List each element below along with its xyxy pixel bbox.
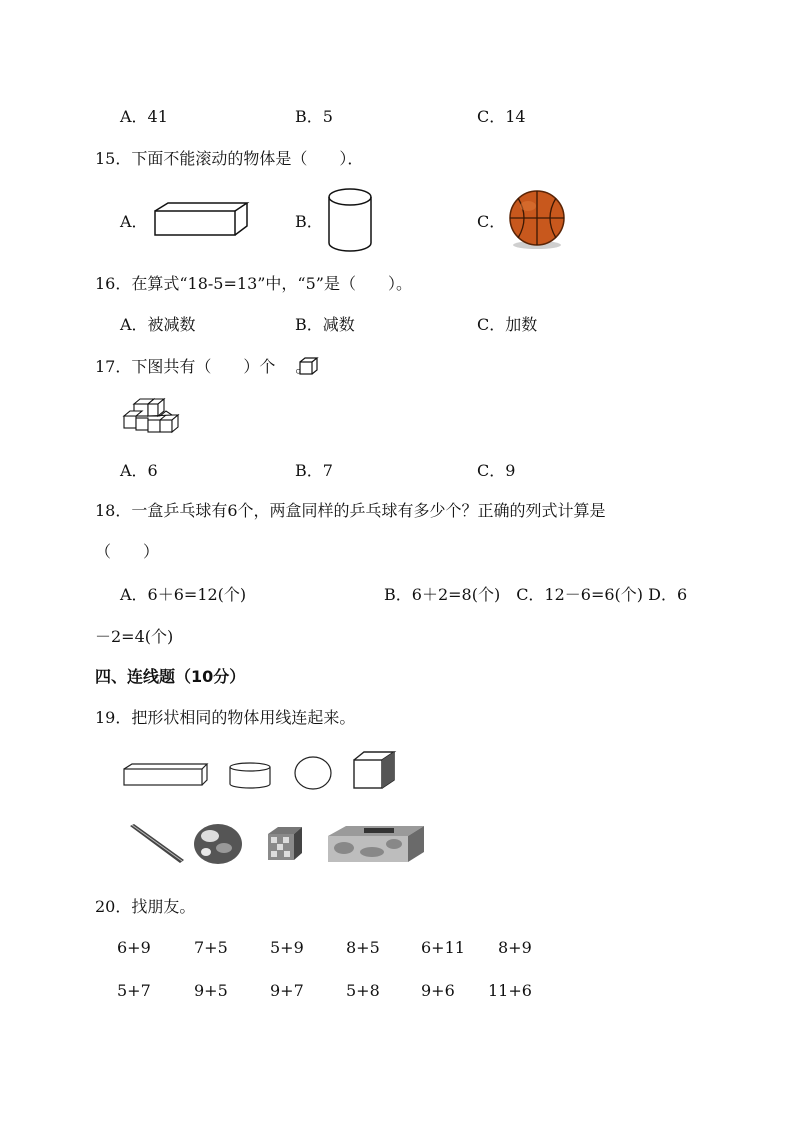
q20-row2-item: 5+7 [117, 981, 151, 1000]
basketball-icon [506, 188, 570, 252]
q20-row1-item: 8+9 [498, 938, 532, 957]
q20-row1-item: 5+9 [270, 938, 304, 957]
section-heading: 四、连线题（10分） [95, 667, 246, 686]
q20-row2-item: 9+7 [270, 981, 304, 1000]
q15-label-a: A． [120, 212, 148, 231]
q20-row1-item: 8+5 [346, 938, 380, 957]
q14-option-c: C．14 [477, 107, 526, 126]
q17-option-c: C．9 [477, 461, 516, 480]
q16-option-c: C．加数 [477, 315, 538, 334]
q19-question: 19．把形状相同的物体用线连起来。 [95, 708, 356, 727]
cylinder-outline-icon [228, 760, 274, 792]
q15-label-b: B． [295, 212, 323, 231]
q20-row1-item: 6+9 [117, 938, 151, 957]
cube-box-photo-icon [264, 824, 306, 864]
cube-outline-icon [350, 750, 400, 792]
q20-row2-item: 11+6 [488, 981, 532, 1000]
q20-row2-item: 9+6 [421, 981, 455, 1000]
cuboid-outline-icon [120, 755, 210, 791]
tissue-box-photo-icon [324, 822, 428, 868]
q18-options-bcd: B．6＋2=8(个) C．12－6=6(个) D．6 [384, 585, 688, 604]
ball-photo-icon [192, 822, 244, 866]
q18-option-a: A．6＋6=12(个) [120, 585, 247, 604]
q20-row2-item: 5+8 [346, 981, 380, 1000]
q16-question: 16．在算式“18-5=13”中，“5”是（ ）。 [95, 274, 412, 293]
q18-option-d-cont: －2=4(个) [95, 627, 174, 646]
q17-option-b: B．7 [295, 461, 333, 480]
cuboid-icon [150, 200, 252, 240]
q14-option-b: B．5 [295, 107, 333, 126]
sphere-outline-icon [293, 755, 333, 791]
q16-option-a: A．被减数 [120, 315, 196, 334]
q17-question [95, 359, 311, 375]
q20-row1-item: 6+11 [421, 938, 465, 957]
q15-label-c: C． [477, 212, 506, 231]
q17-option-a: A．6 [120, 461, 158, 480]
q20-row2-item: 9+5 [194, 981, 228, 1000]
cylinder-icon [325, 185, 375, 255]
q14-option-a: A．41 [120, 107, 168, 126]
q20-question: 20．找朋友。 [95, 897, 196, 916]
q18-blank: （ ） [95, 542, 160, 561]
q16-option-b: B．减数 [295, 315, 355, 334]
q17-question-end: 。 [295, 357, 312, 376]
stacked-cubes-icon [120, 394, 180, 438]
small-cube-icon [298, 356, 320, 376]
q20-row1-item: 7+5 [194, 938, 228, 957]
q15-question: 15．下面不能滚动的物体是（ ）． [95, 149, 364, 168]
q18-question: 18．一盒乒乓球有6个，两盒同样的乒乓球有多少个？正确的列式计算是 [95, 501, 606, 520]
ruler-stick-icon [126, 822, 188, 866]
q17-question-text: 17．下图共有（ ）个 [95, 357, 276, 376]
